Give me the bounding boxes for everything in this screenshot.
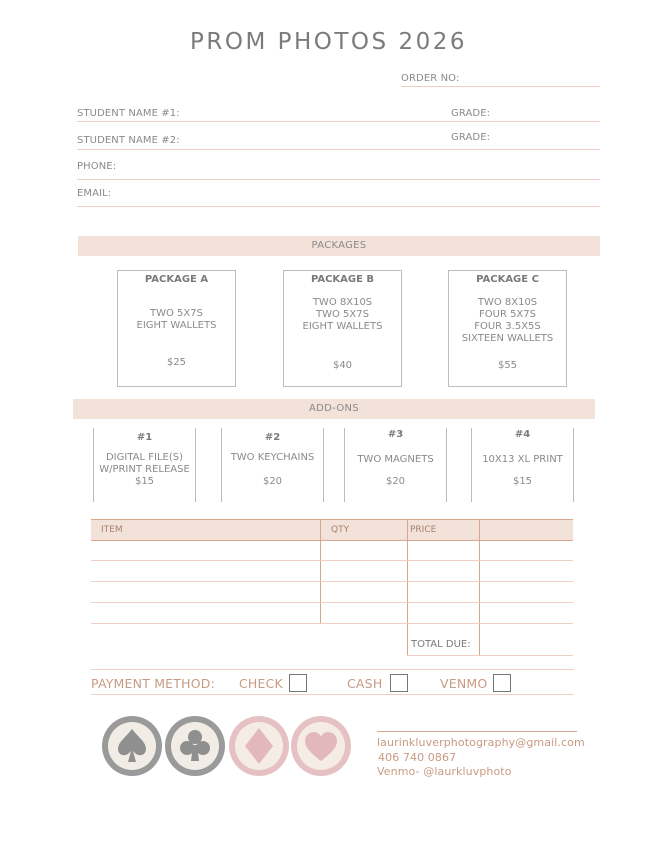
contact-email[interactable]: laurinkluverphotography@gmail.com [377,736,585,749]
diamond-icon [228,715,290,777]
phone-label: PHONE: [77,161,117,172]
cash-checkbox[interactable] [390,674,408,692]
heart-icon [290,715,352,777]
payment-venmo-label: VENMO [440,676,488,691]
addon-price: $20 [262,476,283,487]
package-price: $40 [332,360,353,371]
phone-line[interactable] [77,179,600,180]
package-price: $55 [497,360,518,371]
package-item: EIGHT WALLETS [302,321,383,332]
package-item: TWO 5X7S [150,308,203,319]
col-qty: QTY [331,525,350,535]
contact-venmo[interactable]: Venmo- @laurkluvphoto [377,765,512,778]
table-row[interactable] [91,623,573,624]
addon-number: #2 [264,432,281,443]
club-chip [164,715,226,777]
package-c-card[interactable] [448,270,567,387]
table-row[interactable] [91,560,573,561]
addon-desc: W/PRINT RELEASE [99,464,190,475]
package-item: TWO 8X10S [312,297,373,308]
addon-2-card[interactable] [221,428,324,502]
package-item: SIXTEEN WALLETS [461,333,554,344]
club-icon [164,715,226,777]
grade-2-label: GRADE: [451,132,491,143]
spade-chip [101,715,163,777]
email-line[interactable] [77,206,600,207]
col-price: PRICE [410,525,437,535]
payment-top-line [91,669,574,670]
packages-header: PACKAGES [78,236,600,256]
table-row[interactable] [91,581,573,582]
check-checkbox[interactable] [289,674,307,692]
package-item: TWO 8X10S [477,297,538,308]
total-row-line [407,655,573,656]
order-no-label: ORDER NO: [401,73,460,84]
package-item: TWO 5X7S [316,309,369,320]
grade-1-label: GRADE: [451,108,491,119]
venmo-checkbox[interactable] [493,674,511,692]
payment-bottom-line [91,694,574,695]
contact-divider [377,731,577,732]
student-name-1-line[interactable] [77,121,600,122]
addon-number: #4 [514,429,531,440]
package-name: PACKAGE C [476,274,539,285]
addon-desc: TWO MAGNETS [357,454,434,465]
addon-1-card[interactable] [93,428,196,502]
addon-desc: DIGITAL FILE(S) [105,452,183,463]
table-row[interactable] [91,602,573,603]
package-price: $25 [166,357,187,368]
payment-method-label: PAYMENT METHOD: [91,676,215,691]
package-name: PACKAGE A [144,274,209,285]
package-name: PACKAGE B [310,274,375,285]
package-item: FOUR 5X7S [479,309,536,320]
order-no-line[interactable] [401,86,600,87]
addon-number: #3 [387,429,404,440]
page-title: PROM PHOTOS 2026 [190,29,467,55]
addon-price: $20 [385,476,406,487]
payment-check-label: CHECK [239,676,283,691]
addon-price: $15 [134,476,155,487]
total-divider [479,519,480,656]
package-item: FOUR 3.5X5S [474,321,541,332]
package-a-card[interactable] [117,270,236,387]
addon-3-card[interactable] [344,428,447,502]
col-item: ITEM [101,525,123,535]
total-due-label: TOTAL DUE: [411,639,471,650]
order-table-header [91,519,573,541]
contact-phone[interactable]: 406 740 0867 [378,751,457,764]
heart-chip [290,715,352,777]
price-divider [407,519,408,656]
addon-4-card[interactable] [471,428,574,502]
addons-header: ADD-ONS [73,399,595,419]
student-name-1-label: STUDENT NAME #1: [77,108,180,119]
package-item: EIGHT WALLETS [136,320,217,331]
package-b-card[interactable] [283,270,402,387]
qty-divider [320,519,321,623]
student-name-2-line[interactable] [77,149,600,150]
addon-number: #1 [136,432,153,443]
spade-icon [101,715,163,777]
addon-price: $15 [512,476,533,487]
payment-cash-label: CASH [347,676,383,691]
email-label: EMAIL: [77,188,112,199]
student-name-2-label: STUDENT NAME #2: [77,135,180,146]
addon-desc: TWO KEYCHAINS [230,452,315,463]
diamond-chip [228,715,290,777]
addon-desc: 10X13 XL PRINT [482,454,563,465]
